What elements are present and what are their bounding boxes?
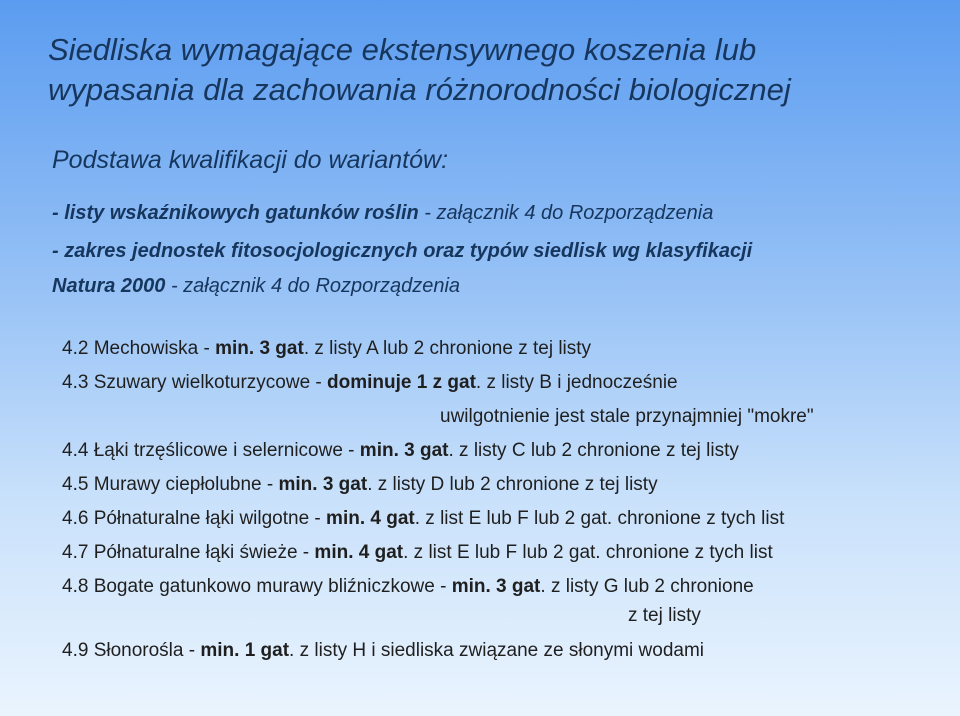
habitat-requirement: min. 3 gat	[278, 474, 368, 495]
habitat-condition: . z listy D lub 2 chronione z tej listy	[367, 474, 658, 495]
habitat-name: 4.7 Półnaturalne łąki świeże -	[62, 542, 315, 563]
criterion-label: - listy wskaźnikowych gatunków roślin	[52, 202, 419, 224]
habitat-requirement: min. 4 gat	[314, 542, 404, 563]
habitat-requirement: min. 3 gat	[359, 440, 449, 461]
criterion-label: Natura 2000	[52, 275, 166, 297]
habitat-item-4-9	[62, 640, 704, 662]
habitat-name: 4.2 Mechowiska -	[62, 338, 216, 359]
habitat-item-4-3	[62, 372, 678, 394]
criterion-reference: - załącznik 4 do Rozporządzenia	[165, 275, 461, 297]
habitat-requirement: min. 4 gat	[326, 508, 415, 529]
habitat-item-4-2	[62, 338, 591, 360]
habitat-name: 4.8 Bogate gatunkowo murawy bliźniczkowe -	[62, 576, 452, 597]
habitat-name: 4.3 Szuwary wielkoturzycowe -	[62, 372, 328, 393]
criterion-natura	[52, 275, 460, 298]
criterion-units	[52, 240, 752, 263]
habitat-requirement: dominuje 1 z gat	[327, 372, 476, 393]
habitat-requirement: min. 1 gat	[200, 640, 290, 661]
habitat-name: 4.6 Półnaturalne łąki wilgotne -	[62, 508, 327, 529]
habitat-item-4-8	[62, 576, 754, 598]
habitat-condition: . z listy C lub 2 chronione z tej listy	[448, 440, 739, 461]
title-line-2: wypasania dla zachowania różnorodności biologicznej	[48, 72, 791, 107]
habitat-item-4-5	[62, 474, 658, 496]
habitat-requirement: min. 3 gat	[451, 576, 541, 597]
habitat-condition: . z listy B i jednocześnie	[475, 372, 678, 393]
title-line-1: Siedliska wymagające ekstensywnego koszenia lub	[48, 32, 757, 67]
habitat-name: 4.5 Murawy ciepłolubne -	[62, 474, 279, 495]
habitat-item-4-3-continuation: uwilgotnienie jest stale przynajmniej "mokre"	[440, 406, 814, 427]
habitat-name: 4.4 Łąki trzęślicowe i selernicowe -	[62, 440, 360, 461]
slide-title	[48, 30, 928, 110]
habitat-condition: . z list E lub F lub 2 gat. chronione z tych list	[414, 508, 785, 529]
habitat-condition: . z list E lub F lub 2 gat. chronione z tych list	[403, 542, 773, 563]
criterion-reference: - załącznik 4 do Rozporządzenia	[418, 202, 714, 224]
habitat-requirement: min. 3 gat	[215, 338, 304, 359]
habitat-item-4-8-continuation: z tej listy	[628, 605, 701, 626]
criterion-species-lists	[52, 202, 713, 225]
criterion-label: - zakres jednostek fitosocjologicznych oraz typów siedlisk wg klasyfikacji	[52, 240, 753, 262]
habitat-condition: . z listy A lub 2 chronione z tej listy	[303, 338, 592, 359]
subtitle: Podstawa kwalifikacji do wariantów:	[52, 146, 449, 174]
habitat-condition: . z listy G lub 2 chronione	[540, 576, 754, 597]
habitat-item-4-4	[62, 440, 739, 462]
habitat-item-4-6	[62, 508, 784, 530]
habitat-name: 4.9 Słonorośla -	[62, 640, 201, 661]
habitat-item-4-7	[62, 542, 773, 564]
habitat-condition: . z listy H i siedliska związane ze słonymi wodami	[289, 640, 705, 661]
